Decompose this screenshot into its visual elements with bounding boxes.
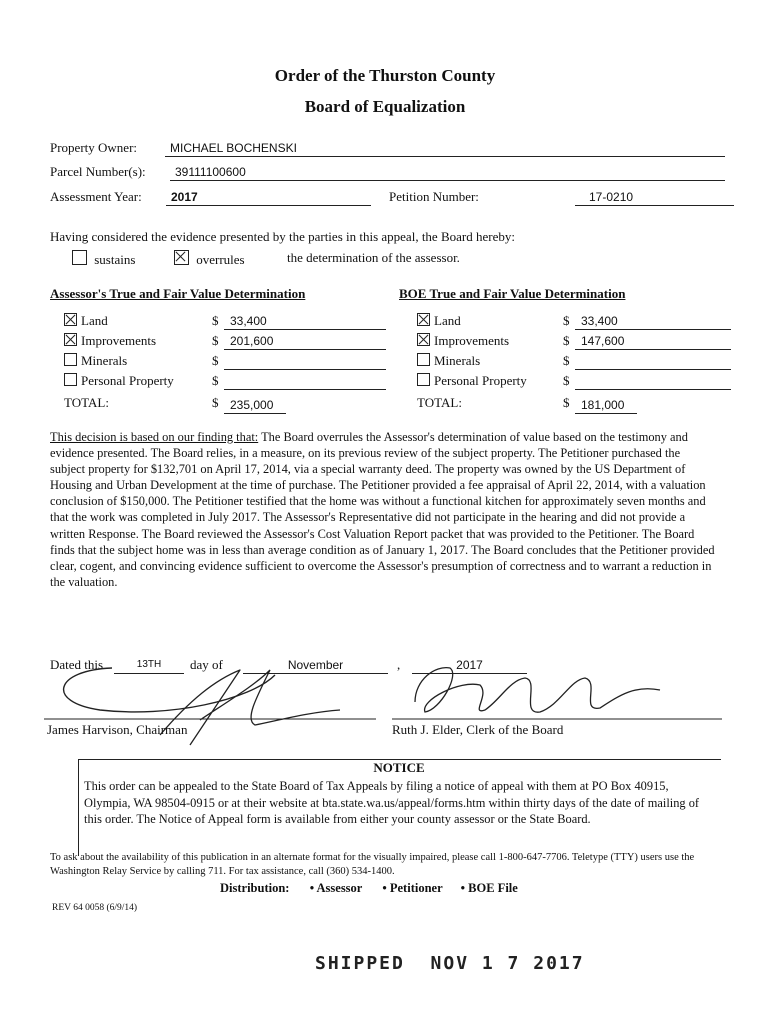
- assessor-currency-sign: $: [212, 373, 219, 388]
- boe-row-land: [417, 313, 461, 329]
- parcel-label: Parcel Number(s):: [50, 164, 146, 179]
- notice-text: This order can be appealed to the State Board of Tax Appeals by filing a notice of appeal with them at PO Box 40915, Olympia, WA 98504-0915 or at their website at bta.state.wa.us/appeal/forms.htm within thirty days of the date of mailing of this order. The Notice of Appeal form is available from either your county assessor or the State Board.: [84, 779, 700, 826]
- boe-currency-sign: $: [563, 353, 570, 368]
- dated-month: November: [243, 657, 388, 674]
- boe-personal-property-checkbox[interactable]: [417, 373, 430, 386]
- decision-tail: the determination of the assessor.: [287, 250, 460, 265]
- dated-day-of: day of: [190, 657, 223, 672]
- boe-row-value: 33,400: [575, 313, 731, 330]
- overrules-label: overrules: [196, 252, 245, 267]
- finding-text: The Board overrules the Assessor's determination of value based on the testimony and evidence presented. The Board relies, in a measure, on its previous review of the subject property. The Petitioner purchased the subject property for $132,701 on April 17, 2014, via a special warranty deed. The property was owned by the US Department of Housing and Urban Development at the time of purchase. The Petitioner provided a fee appraisal of April 22, 2014, with a valuation conclusion of $150,000. The Petitioner testified that the home was without a functional kitchen for approximately seven months and that the work was completed in July 2017. The Assessor's Representative did not participate in the hearing and did not provide a written Response. The Board reviewed the Assessor's Cost Valuation Report packet that was provided to the Petitioner. The Board finds that the subject home was in less than average condition as of January 1, 2017. The Board concludes that the Petitioner provided clear, cogent, and convincing evidence sufficient to overcome the Assessor's presumption of correctness and to warrant a reduction in the valuation.: [50, 430, 715, 589]
- boe-row-minerals: [417, 353, 480, 369]
- boe-currency-sign: $: [563, 373, 570, 388]
- owner-value: MICHAEL BOCHENSKI: [165, 140, 725, 157]
- chairman-signature-loop: [64, 668, 275, 712]
- boe-improvements-checkbox[interactable]: [417, 333, 430, 346]
- petition-value: 17-0210: [575, 189, 734, 206]
- assessor-row-land: [64, 313, 108, 329]
- chairman-name: James Harvison, Chairman: [47, 722, 188, 737]
- assessor-row-value: 33,400: [224, 313, 386, 330]
- assessor-row-value: 201,600: [224, 333, 386, 350]
- assessor-currency-sign: $: [212, 313, 219, 328]
- petition-label: Petition Number:: [389, 189, 479, 204]
- assessor-row-label: Land: [81, 313, 108, 328]
- assessor-row-value: [224, 353, 386, 370]
- boe-row-label: Minerals: [434, 353, 481, 368]
- shipped-stamp: SHIPPED NOV 1 7 2017: [315, 953, 585, 974]
- sustains-checkbox[interactable]: [72, 250, 87, 265]
- boe-total-value: 181,000: [575, 397, 637, 414]
- dist-petitioner: • Petitioner: [382, 881, 443, 895]
- boe-row-label: Personal Property: [434, 373, 527, 388]
- assessor-currency-sign: $: [212, 353, 219, 368]
- boe-row-value: [575, 353, 731, 370]
- finding-lead: This decision is based on our finding that:: [50, 430, 259, 444]
- boe-row-improvements: [417, 333, 509, 349]
- assessor-currency-sign: $: [212, 333, 219, 348]
- revision-code: REV 64 0058 (6/9/14): [52, 903, 138, 913]
- assessor-row-improvements: [64, 333, 156, 349]
- dist-boe-file: • BOE File: [460, 881, 518, 895]
- accessibility-note: To ask about the availability of this publication in an alternate format for the visually impaired, please call 1-800-647-7706. Teletype (TTY) users use the Washington Relay Service by calling 711. For tax assistance, call (360) 534-1400.: [50, 852, 695, 877]
- boe-total-label: TOTAL:: [417, 395, 462, 410]
- decision-intro: Having considered the evidence presented by the parties in this appeal, the Board hereby:: [50, 229, 515, 244]
- boe-row-value: [575, 373, 731, 390]
- signature-marks: [40, 640, 740, 760]
- boe-total-currency: $: [563, 395, 570, 410]
- overrules-checkbox[interactable]: [174, 250, 189, 265]
- assessor-total-value: 235,000: [224, 397, 286, 414]
- assessor-row-label: Minerals: [81, 353, 128, 368]
- clerk-name: Ruth J. Elder, Clerk of the Board: [392, 722, 564, 737]
- distribution-list: [220, 880, 518, 896]
- boe-row-value: 147,600: [575, 333, 731, 350]
- assessor-row-value: [224, 373, 386, 390]
- finding-paragraph: [50, 429, 715, 590]
- assessor-land-checkbox[interactable]: [64, 313, 77, 326]
- assessor-row-personal-property: [64, 373, 174, 389]
- boe-minerals-checkbox[interactable]: [417, 353, 430, 366]
- dated-year: 2017: [412, 657, 527, 674]
- boe-row-label: Land: [434, 313, 461, 328]
- assessor-row-label: Improvements: [81, 333, 157, 348]
- boe-currency-sign: $: [563, 313, 570, 328]
- document-title-line2: Board of Equalization: [304, 97, 466, 116]
- boe-land-checkbox[interactable]: [417, 313, 430, 326]
- sustains-option[interactable]: [72, 250, 135, 266]
- distribution-label: Distribution:: [220, 881, 290, 895]
- overrules-option[interactable]: [174, 250, 245, 266]
- document-title-line1: Order of the Thurston County: [274, 66, 496, 85]
- sustains-label: sustains: [94, 252, 136, 267]
- boe-heading: BOE True and Fair Value Determination: [399, 286, 626, 301]
- assessor-minerals-checkbox[interactable]: [64, 353, 77, 366]
- owner-label: Property Owner:: [50, 140, 138, 155]
- notice-title: NOTICE: [373, 760, 425, 775]
- dist-assessor: • Assessor: [309, 881, 363, 895]
- parcel-value: 39111100600: [170, 164, 725, 181]
- boe-currency-sign: $: [563, 333, 570, 348]
- clerk-signature: [415, 668, 660, 713]
- assessor-heading: Assessor's True and Fair Value Determination: [50, 286, 306, 301]
- assessor-row-label: Personal Property: [81, 373, 174, 388]
- assessor-total-currency: $: [212, 395, 219, 410]
- assessor-total-label: TOTAL:: [64, 395, 109, 410]
- dated-comma: ,: [397, 657, 401, 672]
- dated-day: 13TH: [114, 657, 184, 674]
- assessor-improvements-checkbox[interactable]: [64, 333, 77, 346]
- assessor-personal-property-checkbox[interactable]: [64, 373, 77, 386]
- assessor-row-minerals: [64, 353, 127, 369]
- boe-row-label: Improvements: [434, 333, 510, 348]
- year-label: Assessment Year:: [50, 189, 142, 204]
- year-value: 2017: [166, 189, 371, 206]
- dated-prefix: Dated this: [50, 657, 104, 672]
- boe-row-personal-property: [417, 373, 527, 389]
